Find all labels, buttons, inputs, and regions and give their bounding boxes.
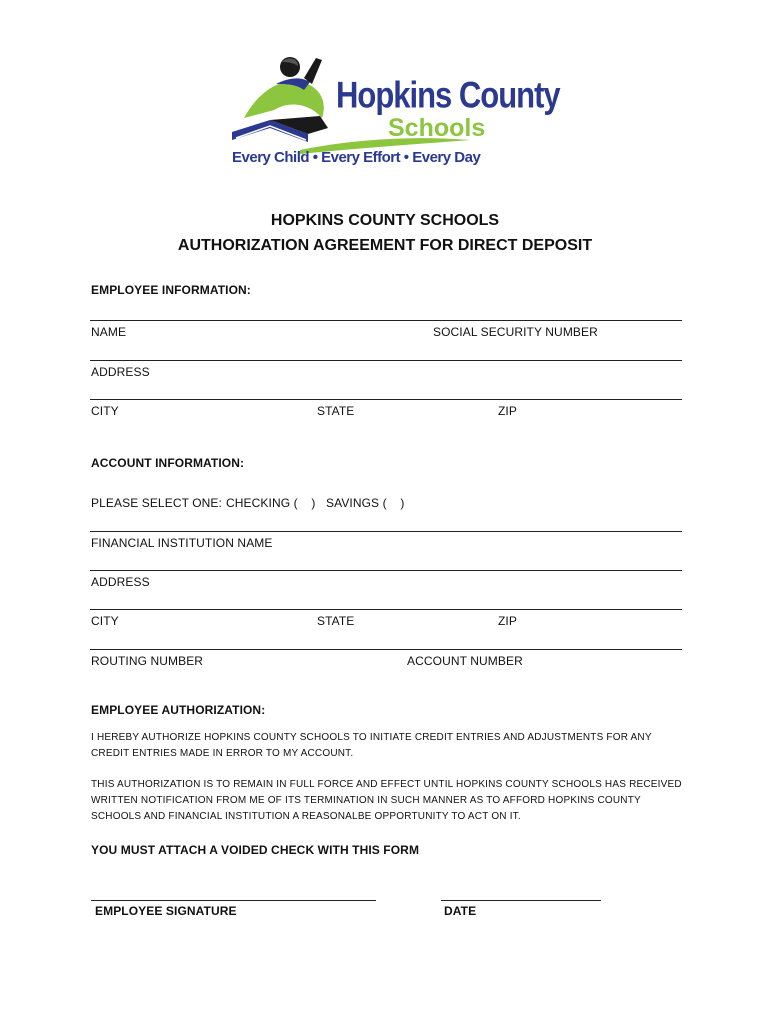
voided-check-notice: YOU MUST ATTACH A VOIDED CHECK WITH THIS FORM [91, 843, 420, 857]
employee-name-label: NAME [91, 325, 127, 339]
institution-name-line[interactable] [90, 531, 682, 532]
routing-account-line[interactable] [90, 649, 682, 650]
ssn-label: SOCIAL SECURITY NUMBER [433, 325, 598, 339]
institution-zip-label: ZIP [498, 614, 517, 628]
authorization-heading: EMPLOYEE AUTHORIZATION: [91, 703, 266, 717]
date-label: DATE [444, 904, 477, 918]
authorization-para2-line3: SCHOOLS AND FINANCIAL INSTITUTION A REASONALBE OPPORTUNITY TO ACT ON IT. [91, 811, 521, 822]
savings-option[interactable]: SAVINGS ( ) [326, 496, 405, 510]
select-one-label: PLEASE SELECT ONE: [91, 496, 222, 510]
employee-address-label: ADDRESS [91, 365, 150, 379]
form-title-line2: AUTHORIZATION AGREEMENT FOR DIRECT DEPOSIT [177, 237, 593, 254]
employee-address-line[interactable] [90, 360, 682, 361]
institution-city-line[interactable] [90, 609, 682, 610]
routing-number-label: ROUTING NUMBER [91, 654, 204, 668]
employee-signature-label: EMPLOYEE SIGNATURE [95, 904, 237, 918]
institution-name-label: FINANCIAL INSTITUTION NAME [91, 536, 273, 550]
checking-option[interactable]: CHECKING ( ) [226, 496, 316, 510]
institution-city-label: CITY [91, 614, 119, 628]
authorization-para2-line2: WRITTEN NOTIFICATION FROM ME OF ITS TERMINATION IN SUCH MANNER AS TO AFFORD HOPKINS COUNTY [91, 795, 641, 806]
employee-zip-label: ZIP [498, 404, 517, 418]
authorization-paragraph-1 [91, 730, 691, 762]
employee-state-label: STATE [317, 404, 355, 418]
account-number-label: ACCOUNT NUMBER [407, 654, 523, 668]
authorization-paragraph-2 [91, 777, 691, 825]
employee-info-heading: EMPLOYEE INFORMATION: [91, 283, 251, 297]
institution-address-line[interactable] [90, 570, 682, 571]
institution-state-label: STATE [317, 614, 355, 628]
authorization-para1-line1: I HEREBY AUTHORIZE HOPKINS COUNTY SCHOOLS TO INITIATE CREDIT ENTRIES AND ADJUSTMENTS FOR ANY [91, 732, 652, 743]
logo-subtitle: Schools [388, 114, 486, 142]
employee-city-line[interactable] [90, 399, 682, 400]
employee-name-line[interactable] [90, 320, 682, 321]
institution-address-label: ADDRESS [91, 575, 150, 589]
school-logo [230, 54, 560, 170]
authorization-para2-line1: THIS AUTHORIZATION IS TO REMAIN IN FULL FORCE AND EFFECT UNTIL HOPKINS COUNTY SCHOOLS HAS RECEIVED [91, 779, 682, 790]
logo-tagline: Every Child • Every Effort • Every Day [232, 149, 481, 166]
authorization-para1-line2: CREDIT ENTRIES MADE IN ERROR TO MY ACCOUNT. [91, 748, 354, 759]
employee-signature-line[interactable] [91, 900, 376, 901]
account-info-heading: ACCOUNT INFORMATION: [91, 456, 245, 470]
date-line[interactable] [441, 900, 601, 901]
form-title-line1: HOPKINS COUNTY SCHOOLS [270, 212, 500, 229]
employee-city-label: CITY [91, 404, 119, 418]
logo-title: Hopkins County [336, 74, 560, 116]
